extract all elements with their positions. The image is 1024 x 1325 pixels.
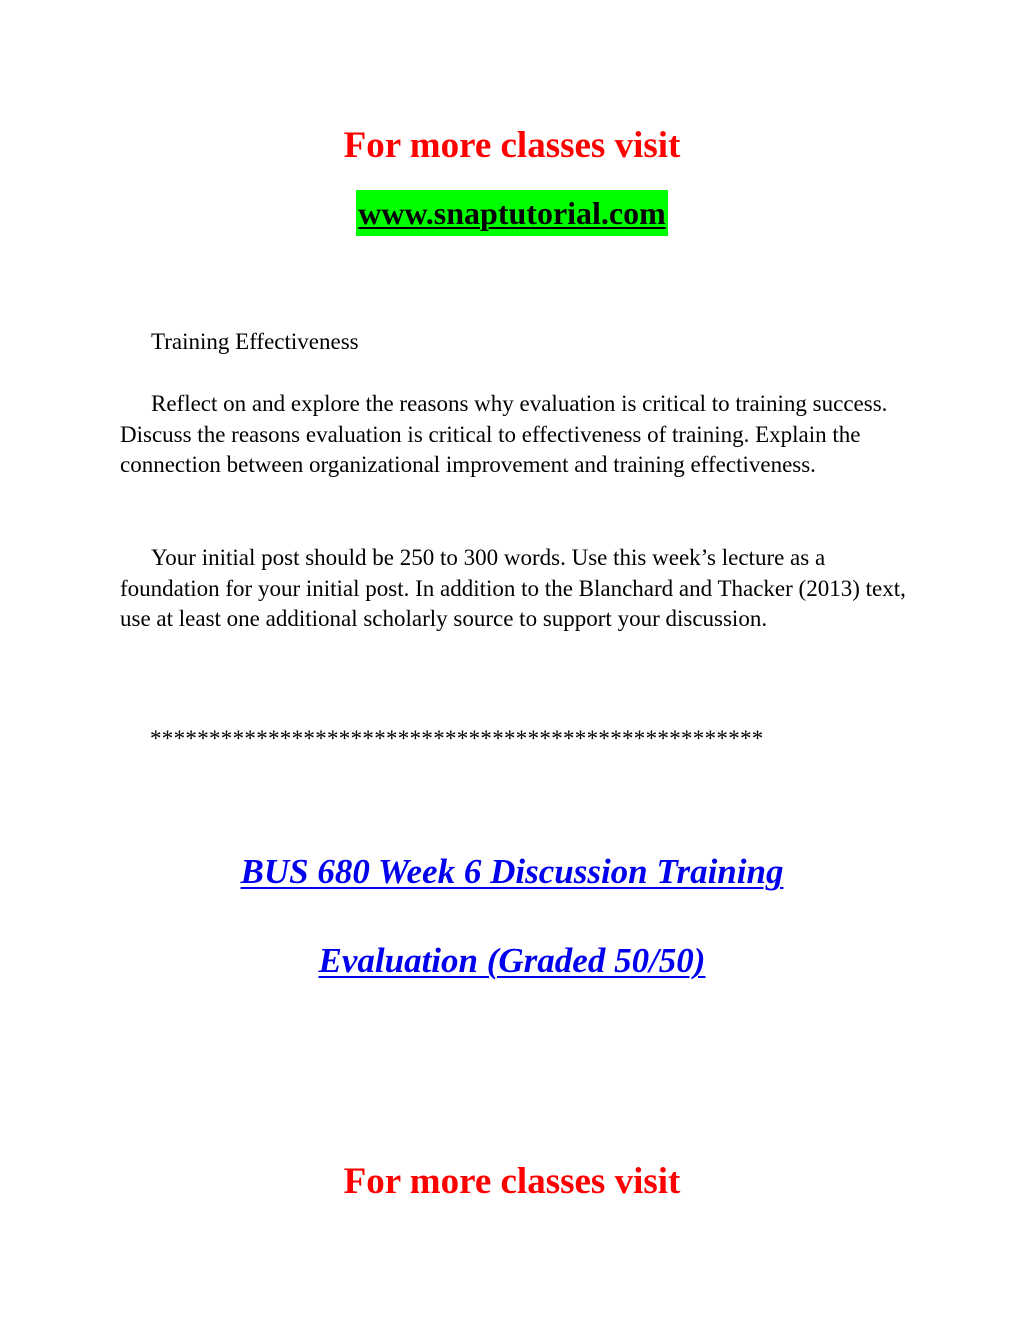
snaptutorial-link[interactable]: www.snaptutorial.com [356,190,668,236]
paragraph-requirements: Your initial post should be 250 to 300 words. Use this week’s lecture as a foundation for your initial post. In addition to the Blanchard and Thacker (2013) text, use at least one additional scholarly source to support your discussion. [120,545,906,631]
course-title-link-line-2[interactable]: Evaluation (Graded 50/50) [318,941,706,980]
promo-link-wrap [0,190,1024,236]
separator-stars: **************************************************** [150,726,764,751]
promo-heading-bottom-wrap [0,1160,1024,1204]
course-title-line-2-wrap [0,939,1024,983]
course-title-line-1-wrap [0,850,1024,894]
topic-title: Training Effectiveness [151,329,359,354]
promo-heading-bottom: For more classes visit [343,1161,681,1202]
course-title-link-line-1[interactable]: BUS 680 Week 6 Discussion Training [240,852,784,891]
paragraph-assignment: Reflect on and explore the reasons why evaluation is critical to training success. Discuss the reasons evaluation is critical to effectiveness of training. Explain the connection between organizational improvement and training effectiveness. [120,391,888,477]
promo-heading-top-wrap [0,124,1024,168]
promo-heading-top: For more classes visit [343,125,681,166]
